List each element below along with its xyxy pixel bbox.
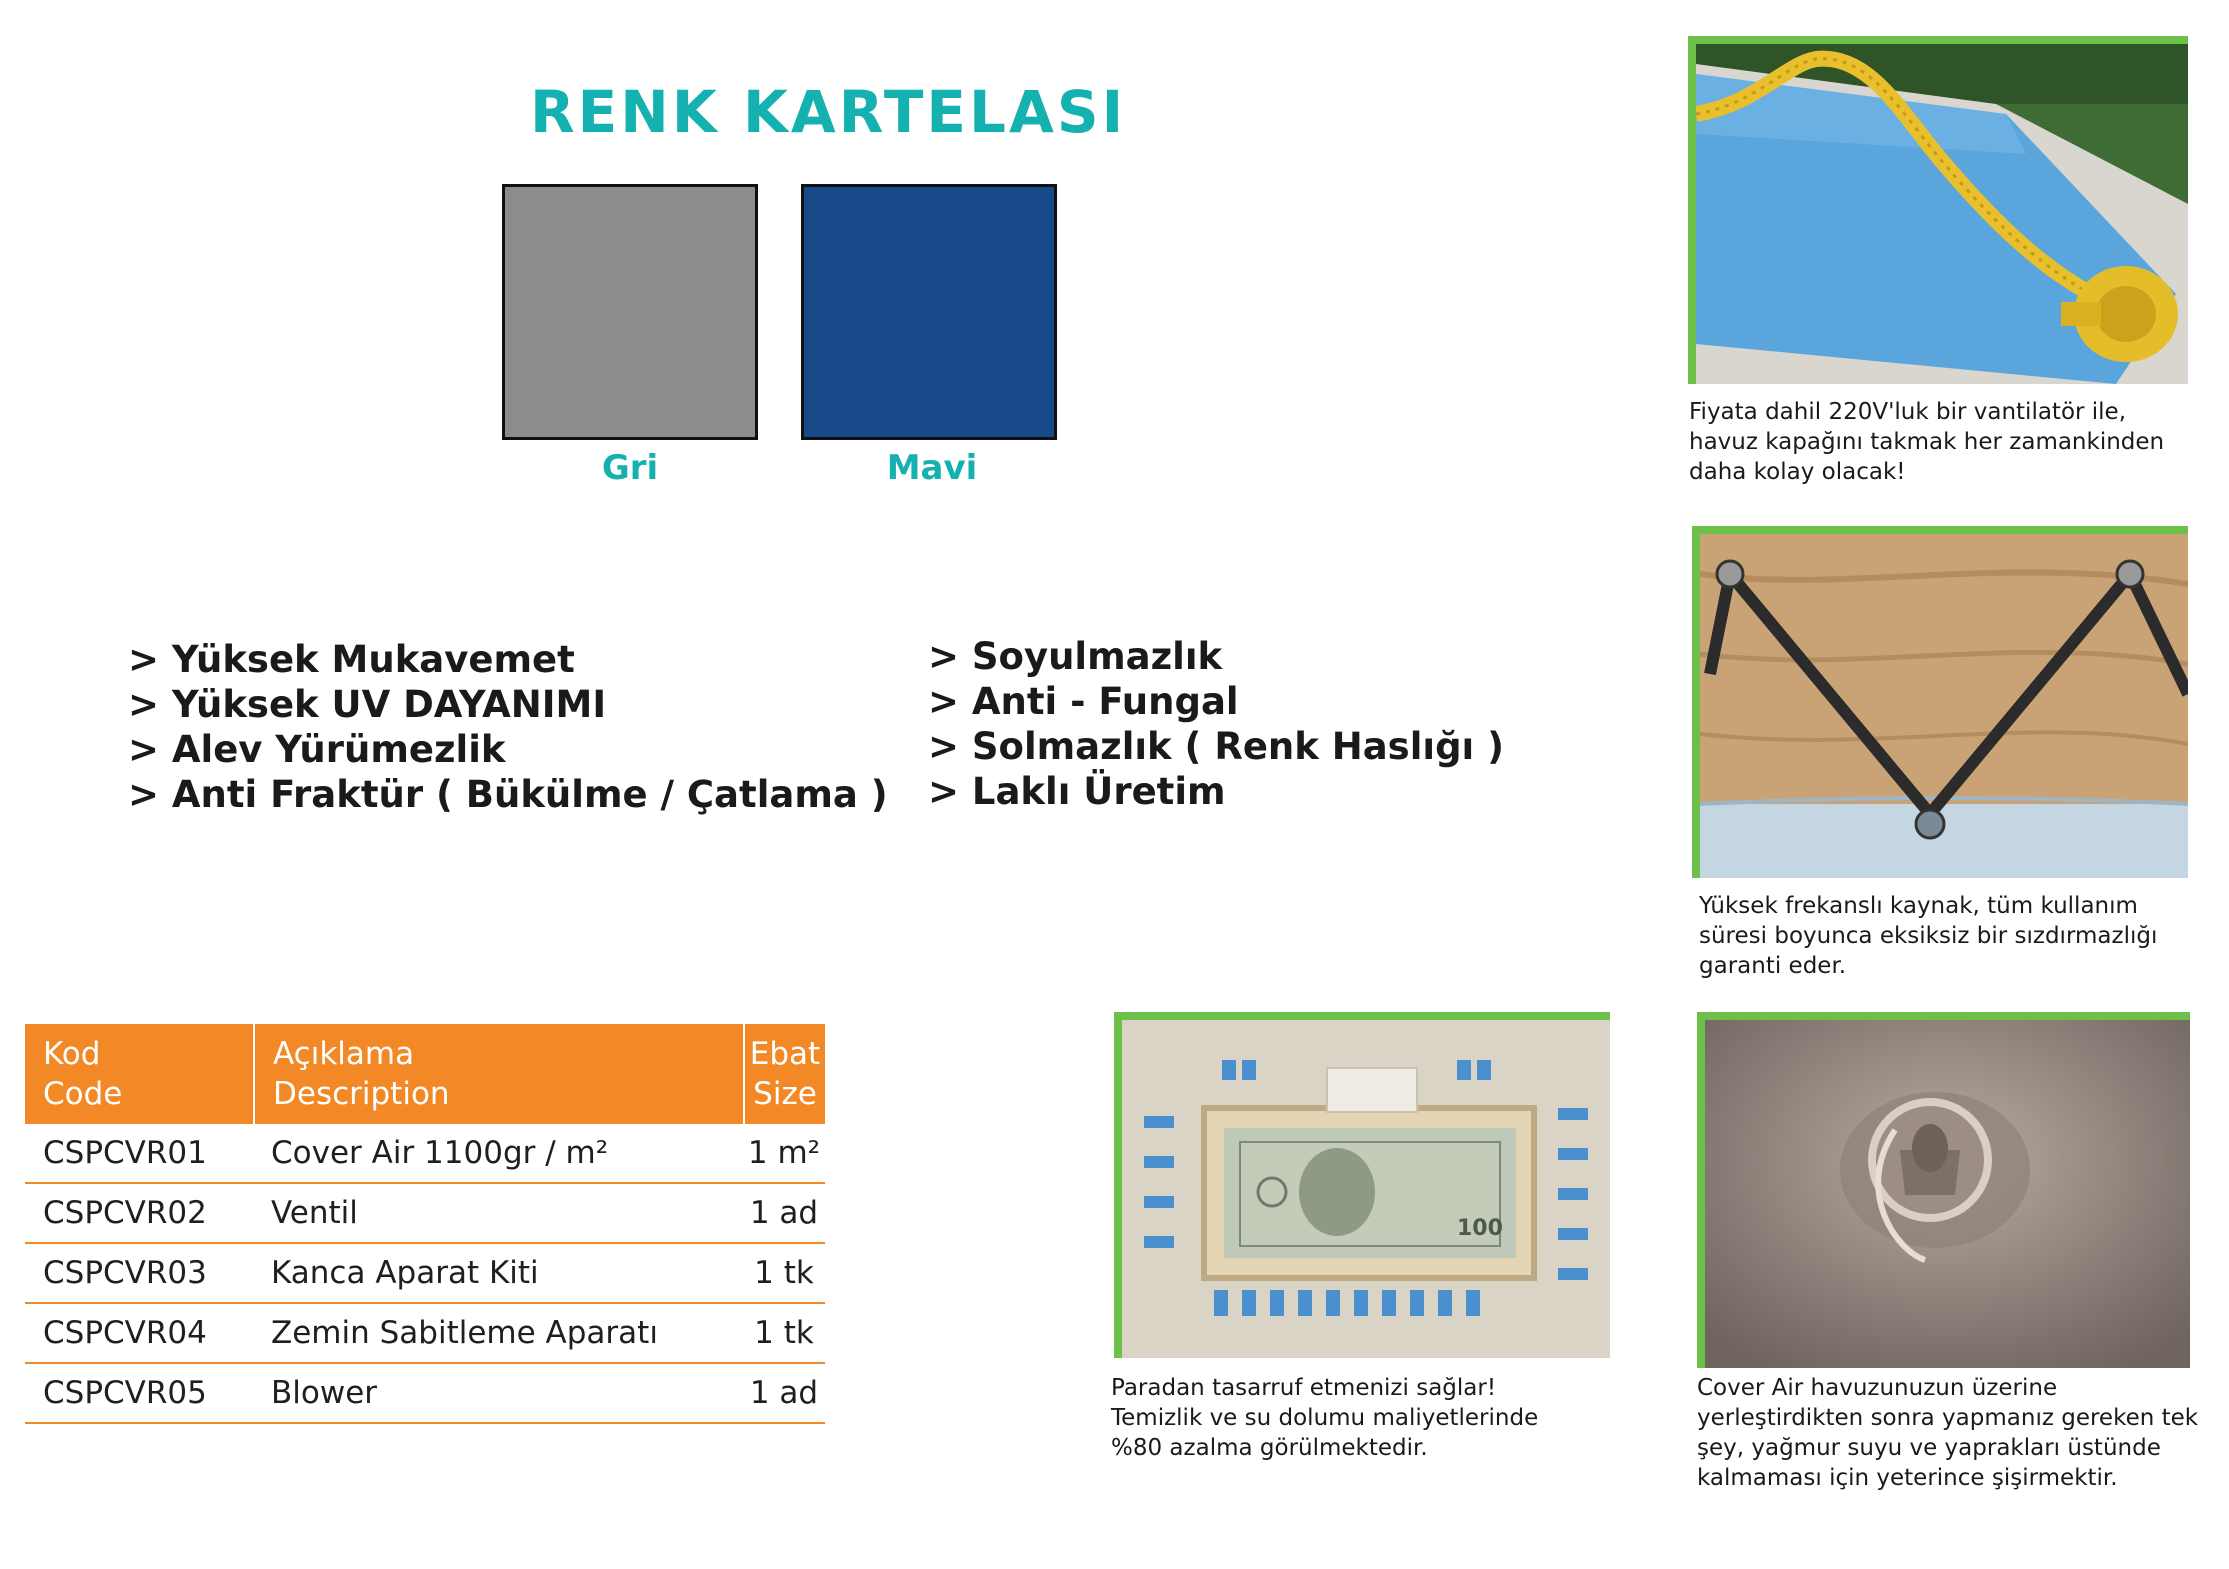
feature-item: > Laklı Üretim — [928, 770, 1226, 813]
cell-size: 1 m² — [747, 1135, 821, 1171]
header-code-en: Code — [43, 1076, 123, 1112]
cell-code: CSPCVR03 — [43, 1255, 207, 1291]
cell-description: Zemin Sabitleme Aparatı — [271, 1315, 658, 1351]
table-row — [25, 1124, 825, 1184]
color-swatch-mavi — [801, 184, 1057, 440]
caption-blower — [1689, 397, 2164, 487]
caption-welding — [1699, 891, 2157, 981]
table-row — [25, 1304, 825, 1364]
color-swatch-gri — [502, 184, 758, 440]
table-row — [25, 1184, 825, 1244]
header-code-tr: Kod — [43, 1036, 101, 1072]
pool-banknote-illustration — [1122, 1020, 1610, 1358]
caption-line: Paradan tasarruf etmenizi sağlar! — [1111, 1375, 1497, 1401]
header-code — [25, 1024, 253, 1124]
page-title: RENK KARTELASI — [530, 78, 1127, 146]
header-description — [253, 1024, 743, 1124]
caption-line: garanti eder. — [1699, 953, 1847, 979]
caption-line: kalmaması için yeterince şişirmektir. — [1697, 1465, 2118, 1491]
caption-line: yerleştirdikten sonra yapmanız gereken tek — [1697, 1405, 2199, 1431]
color-label-mavi: Mavi — [886, 448, 978, 488]
blower-illustration — [1696, 44, 2188, 384]
banknote-value: 100 — [1457, 1216, 1503, 1241]
caption-line: Cover Air havuzunuzun üzerine — [1697, 1375, 2058, 1401]
header-size-en: Size — [753, 1076, 817, 1112]
caption-line: havuz kapağını takmak her zamankinden — [1689, 429, 2165, 455]
photo-savings — [1114, 1012, 1610, 1358]
feature-item: > Yüksek UV DAYANIMI — [128, 683, 607, 726]
caption-line: Yüksek frekanslı kaynak, tüm kullanım — [1699, 893, 2138, 919]
cell-description: Blower — [271, 1375, 378, 1411]
product-table — [25, 1024, 825, 1424]
caption-line: %80 azalma görülmektedir. — [1111, 1435, 1428, 1461]
table-row — [25, 1364, 825, 1424]
cell-description: Cover Air 1100gr / m² — [271, 1135, 609, 1171]
cell-size: 1 tk — [754, 1255, 814, 1291]
header-size — [743, 1024, 825, 1124]
photo-valve — [1697, 1012, 2190, 1368]
header-description-tr: Açıklama — [273, 1036, 415, 1072]
feature-item: > Solmazlık ( Renk Haslığı ) — [928, 725, 1505, 768]
color-label-gri: Gri — [601, 448, 659, 488]
caption-line: Fiyata dahil 220V'luk bir vantilatör ile, — [1689, 399, 2127, 425]
cell-description: Kanca Aparat Kiti — [271, 1255, 539, 1291]
header-size-tr: Ebat — [749, 1036, 821, 1072]
photo-welding — [1692, 526, 2188, 878]
table-header — [25, 1024, 825, 1124]
cell-description: Ventil — [271, 1195, 358, 1231]
feature-item: > Soyulmazlık — [928, 635, 1223, 678]
caption-savings — [1111, 1373, 1538, 1463]
feature-item: > Anti Fraktür ( Bükülme / Çatlama ) — [128, 773, 888, 816]
cell-code: CSPCVR04 — [43, 1315, 207, 1351]
table-row — [25, 1244, 825, 1304]
cell-size: 1 ad — [749, 1195, 819, 1231]
caption-line: daha kolay olacak! — [1689, 459, 1906, 485]
caption-valve — [1697, 1373, 2198, 1493]
feature-item: > Anti - Fungal — [928, 680, 1239, 723]
cell-size: 1 tk — [754, 1315, 814, 1351]
feature-list-right — [928, 634, 1504, 814]
cell-code: CSPCVR01 — [43, 1135, 207, 1171]
feature-item: > Yüksek Mukavemet — [128, 638, 575, 681]
caption-line: süresi boyunca eksiksiz bir sızdırmazlığı — [1699, 923, 2158, 949]
caption-line: Temizlik ve su dolumu maliyetlerinde — [1111, 1405, 1539, 1431]
caption-line: şey, yağmur suyu ve yaprakları üstünde — [1697, 1435, 2161, 1461]
feature-list-left — [128, 637, 888, 817]
feature-item: > Alev Yürümezlik — [128, 728, 506, 771]
header-description-en: Description — [273, 1076, 450, 1112]
welding-illustration — [1700, 534, 2188, 878]
cell-size: 1 ad — [749, 1375, 819, 1411]
photo-blower — [1688, 36, 2188, 384]
cell-code: CSPCVR05 — [43, 1375, 207, 1411]
valve-illustration — [1705, 1020, 2190, 1368]
cell-code: CSPCVR02 — [43, 1195, 207, 1231]
